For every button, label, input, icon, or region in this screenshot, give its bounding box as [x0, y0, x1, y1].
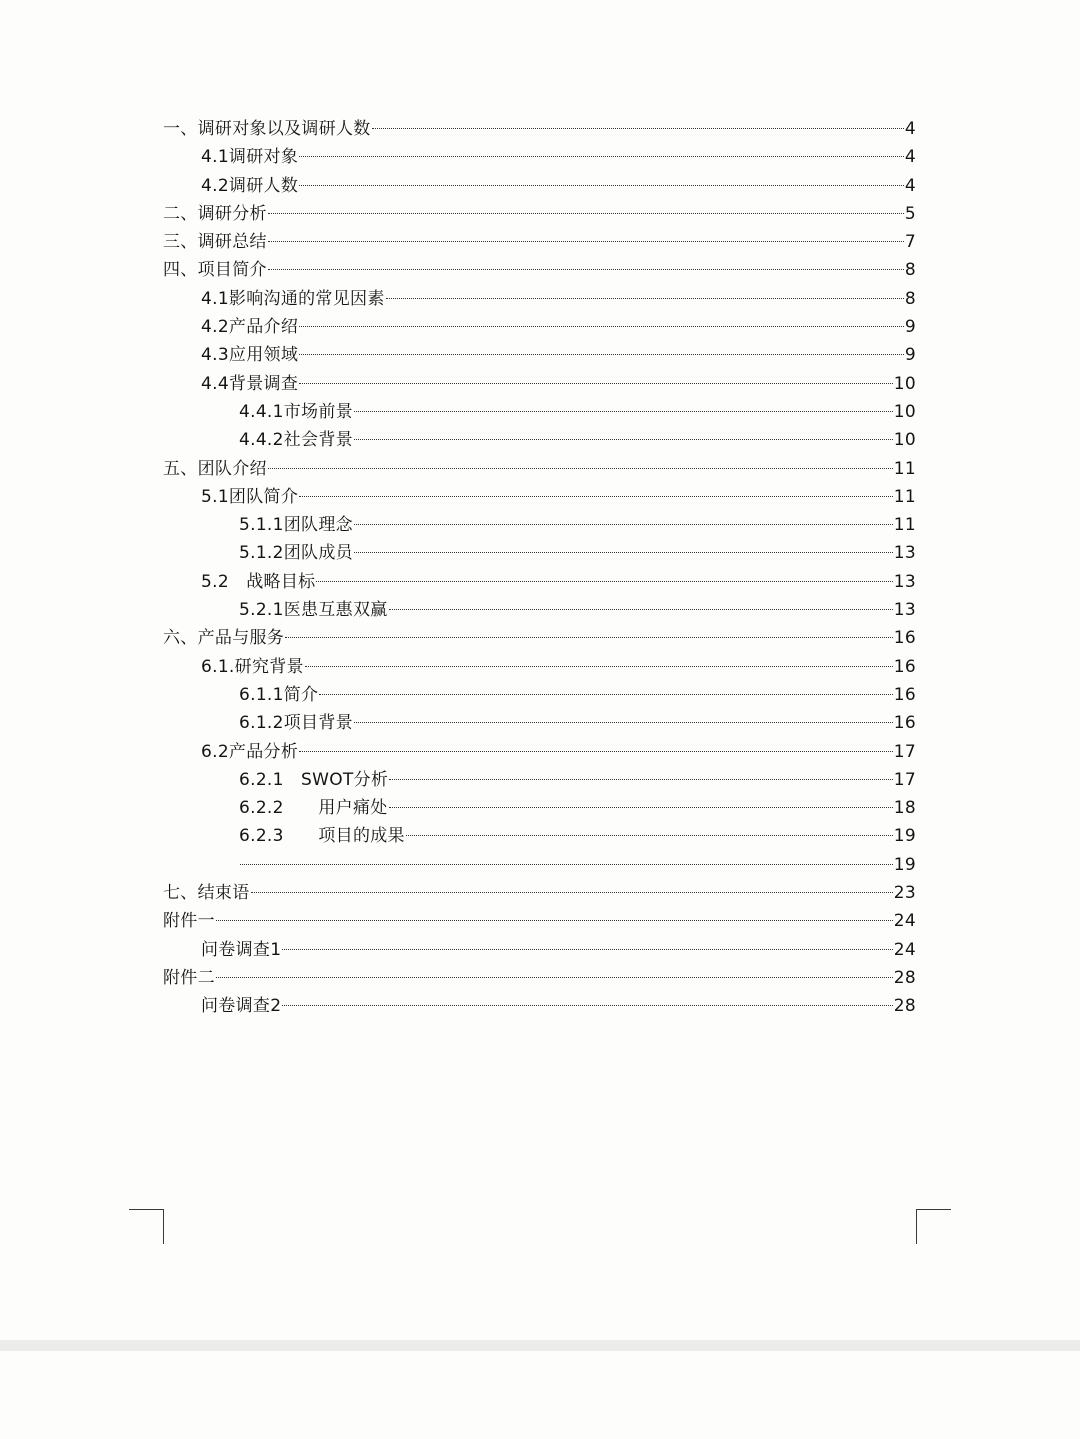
toc-entry-page: 19 [893, 854, 916, 875]
toc-entry-title: 6.2.2 用户痛处 [239, 798, 388, 819]
toc-entry[interactable] [163, 511, 916, 539]
toc-entry[interactable] [163, 822, 916, 850]
dot-leader [282, 949, 892, 950]
toc-entry-title: 6.2产品分析 [201, 741, 299, 762]
toc-entry-title: 五、团队介绍 [163, 458, 267, 479]
toc-entry-page: 11 [893, 486, 916, 507]
toc-entry[interactable] [163, 936, 916, 964]
toc-entry[interactable] [163, 115, 916, 143]
toc-entry-page: 7 [904, 232, 916, 253]
toc-entry-page: 11 [893, 515, 916, 536]
toc-entry[interactable] [163, 766, 916, 794]
dot-leader [216, 977, 893, 978]
toc-entry[interactable] [163, 539, 916, 567]
dot-leader [216, 920, 893, 921]
toc-entry[interactable] [163, 341, 916, 369]
toc-entry[interactable] [163, 879, 916, 907]
toc-entry[interactable] [163, 200, 916, 228]
toc-entry[interactable] [163, 143, 916, 171]
toc-entry-page: 28 [893, 967, 916, 988]
dot-leader [354, 722, 893, 723]
toc-entry-title: 六、产品与服务 [163, 628, 285, 649]
toc-entry-page: 19 [893, 826, 916, 847]
toc-entry[interactable] [163, 568, 916, 596]
toc-entry-page: 24 [893, 939, 916, 960]
dot-leader [389, 779, 893, 780]
dot-leader [268, 241, 904, 242]
toc-entry-page: 16 [893, 628, 916, 649]
toc-entry-page: 11 [893, 458, 916, 479]
toc-entry-page: 4 [904, 147, 916, 168]
dot-leader [354, 439, 893, 440]
toc-entry-title: 5.1团队简介 [201, 486, 299, 507]
dot-leader [299, 751, 893, 752]
toc-entry-page: 9 [904, 317, 916, 338]
toc-entry-title: 4.4.1市场前景 [239, 401, 353, 422]
toc-entry-page: 17 [893, 769, 916, 790]
toc-entry[interactable] [163, 738, 916, 766]
dot-leader [285, 637, 893, 638]
toc-entry-title: 5.2.1医患互惠双赢 [239, 600, 388, 621]
dot-leader [316, 581, 892, 582]
toc-entry-title: 6.1.1简介 [239, 684, 319, 705]
dot-leader [354, 411, 893, 412]
dot-leader [299, 383, 893, 384]
toc-entry-title: 4.2产品介绍 [201, 317, 299, 338]
dot-leader [354, 524, 893, 525]
toc-entry-page: 13 [893, 600, 916, 621]
dot-leader [372, 128, 904, 129]
toc-entry-page: 13 [893, 543, 916, 564]
dot-leader [299, 185, 904, 186]
toc-entry-title: 4.4.2社会背景 [239, 430, 353, 451]
dot-leader [240, 864, 893, 865]
toc-entry-page: 24 [893, 911, 916, 932]
toc-entry-title: 问卷调查2 [201, 996, 282, 1017]
dot-leader [305, 666, 893, 667]
toc-entry[interactable] [163, 256, 916, 284]
toc-entry-page: 28 [893, 996, 916, 1017]
toc-entry-page: 10 [893, 430, 916, 451]
dot-leader [319, 694, 892, 695]
dot-leader [299, 496, 893, 497]
toc-entry-page: 16 [893, 684, 916, 705]
toc-entry[interactable] [163, 370, 916, 398]
toc-entry-title: 6.1.研究背景 [201, 656, 304, 677]
dot-leader [251, 892, 893, 893]
toc-entry-page: 16 [893, 656, 916, 677]
toc-entry[interactable] [163, 624, 916, 652]
toc-entry[interactable] [163, 907, 916, 935]
table-of-contents [163, 115, 916, 1021]
toc-entry-page: 9 [904, 345, 916, 366]
page-separator [0, 1340, 1080, 1351]
toc-entry-page: 16 [893, 713, 916, 734]
toc-entry[interactable] [163, 992, 916, 1020]
toc-entry-title: 5.1.1团队理念 [239, 515, 353, 536]
toc-entry-title: 4.3应用领域 [201, 345, 299, 366]
toc-entry-title: 4.1影响沟通的常见因素 [201, 288, 385, 309]
toc-entry-title: 一、调研对象以及调研人数 [163, 119, 371, 139]
toc-entry[interactable] [163, 653, 916, 681]
toc-entry-title: 附件一 [163, 911, 215, 932]
toc-entry[interactable] [163, 964, 916, 992]
toc-entry-title: 4.4背景调查 [201, 373, 299, 394]
toc-entry-title: 4.1调研对象 [201, 147, 299, 168]
toc-entry-page: 18 [893, 798, 916, 819]
toc-entry-page: 8 [904, 260, 916, 281]
toc-entry-title: 三、调研总结 [163, 232, 267, 253]
toc-entry-title: 四、项目简介 [163, 260, 267, 281]
toc-entry[interactable] [163, 426, 916, 454]
dot-leader [268, 269, 904, 270]
toc-entry[interactable] [163, 794, 916, 822]
toc-entry-page: 10 [893, 401, 916, 422]
crop-mark-right [916, 1209, 951, 1244]
toc-entry-title: 4.2调研人数 [201, 175, 299, 196]
dot-leader [406, 835, 893, 836]
toc-entry[interactable] [163, 596, 916, 624]
dot-leader [299, 326, 904, 327]
toc-entry-page: 10 [893, 373, 916, 394]
toc-entry[interactable] [163, 285, 916, 313]
toc-entry-page: 4 [904, 175, 916, 196]
toc-entry[interactable] [163, 483, 916, 511]
toc-entry[interactable] [163, 228, 916, 256]
dot-leader [299, 156, 904, 157]
toc-entry-title: 附件二 [163, 967, 215, 988]
toc-entry[interactable] [163, 681, 916, 709]
toc-entry[interactable] [163, 398, 916, 426]
crop-mark-left [129, 1209, 164, 1244]
toc-entry-page: 5 [904, 203, 916, 224]
dot-leader [299, 354, 904, 355]
toc-entry-title: 问卷调查1 [201, 939, 282, 960]
toc-entry-title: 5.2 战略目标 [201, 571, 316, 592]
toc-entry-page: 4 [904, 119, 916, 139]
toc-entry-title: 6.2.3 项目的成果 [239, 826, 405, 847]
toc-entry[interactable] [163, 455, 916, 483]
dot-leader [268, 213, 904, 214]
toc-entry[interactable] [163, 172, 916, 200]
toc-entry-page: 8 [904, 288, 916, 309]
toc-entry-title: 6.2.1 SWOT分析 [239, 769, 389, 790]
toc-entry-title: 6.1.2项目背景 [239, 713, 353, 734]
dot-leader [389, 609, 893, 610]
dot-leader [389, 807, 893, 808]
dot-leader [386, 298, 904, 299]
dot-leader [268, 468, 893, 469]
toc-entry[interactable] [163, 709, 916, 737]
toc-entry-page: 23 [893, 883, 916, 904]
toc-entry[interactable] [163, 313, 916, 341]
toc-entry-page: 13 [893, 571, 916, 592]
dot-leader [282, 1005, 892, 1006]
toc-entry-title: 二、调研分析 [163, 203, 267, 224]
toc-entry-title: 七、结束语 [163, 883, 250, 904]
dot-leader [354, 552, 893, 553]
toc-entry-title: 5.1.2团队成员 [239, 543, 353, 564]
toc-entry[interactable] [163, 851, 916, 879]
toc-entry-page: 17 [893, 741, 916, 762]
